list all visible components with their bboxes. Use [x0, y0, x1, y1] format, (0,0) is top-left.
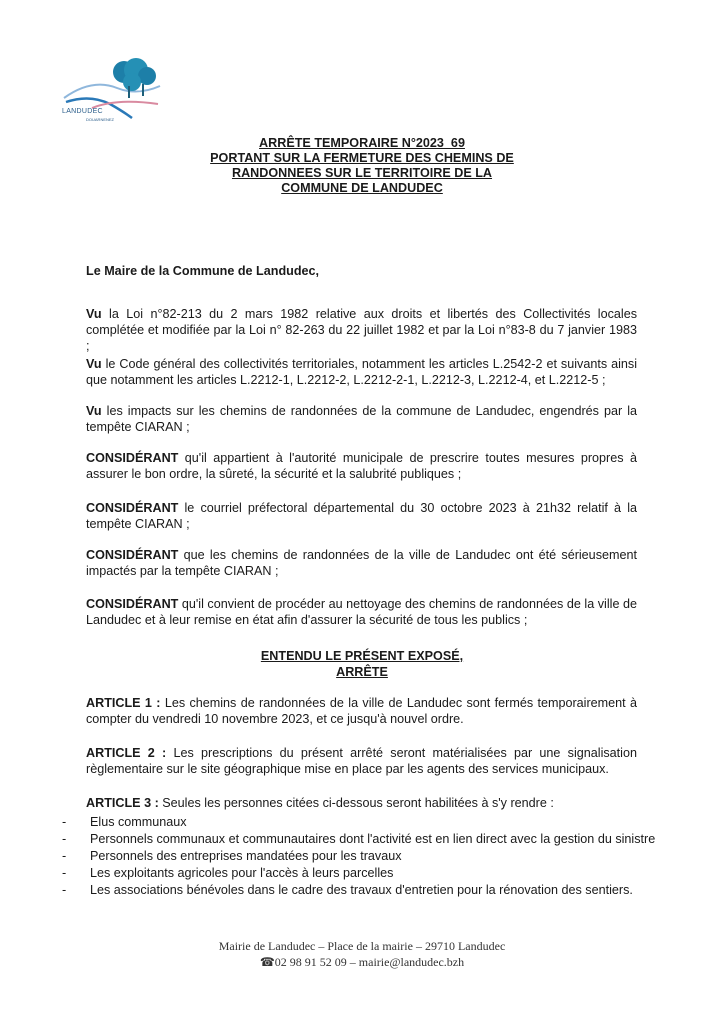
article-3: ARTICLE 3 : Seules les personnes citées ci-dessous seront habilitées à s'y rendre :	[86, 796, 554, 810]
document-title	[0, 136, 724, 196]
title-line: RANDONNEES SUR LE TERRITOIRE DE LA	[231, 166, 493, 180]
footer	[0, 938, 724, 970]
list-item: - Les exploitants agricoles pour l'accès à leurs parcelles	[62, 866, 394, 880]
title-line: PORTANT SUR LA FERMETURE DES CHEMINS DE	[210, 151, 514, 165]
article-1: ARTICLE 1 : Les chemins de randonnées de la ville de Landudec sont fermés temporairement à compter du vendredi 10 novembre 2023, et ce jusqu'à nouvel ordre.	[86, 696, 638, 726]
vu-paragraph: Vu le Code général des collectivités territoriales, notamment les articles L.2542-2 et suivants ainsi que notamment les articles L.2212-1, L.2212-2, L.2212-2-1, L.2212-3, L.2212-4, et L.2212-5 ;	[86, 357, 637, 387]
title-line: COMMUNE DE LANDUDEC	[281, 181, 443, 195]
title-line: ARRÊTE TEMPORAIRE N°2023_69	[259, 136, 465, 150]
logo-text: LANDUDEC	[62, 108, 103, 115]
footer-address: Mairie de Landudec – Place de la mairie – 29710 Landudec	[218, 939, 506, 953]
considerant-paragraph: CONSIDÉRANT qu'il appartient à l'autorité municipale de prescrire toutes mesures propres à assurer le bon ordre, la sûreté, la sécurité et la salubrité publiques ;	[86, 451, 637, 481]
authorized-persons-list	[62, 814, 662, 899]
intro-line: Le Maire de la Commune de Landudec,	[86, 264, 320, 278]
list-item: - Les associations bénévoles dans le cadre des travaux d'entretien pour la rénovation des sentiers.	[62, 883, 633, 897]
considerant-paragraph: CONSIDÉRANT que les chemins de randonnées de la ville de Landudec ont été sérieusement impactés par la tempête CIARAN ;	[86, 548, 637, 578]
vu-paragraph: Vu la Loi n°82-213 du 2 mars 1982 relative aux droits et libertés des Collectivités locales complétée et modifiée par la Loi n° 82-263 du 22 juillet 1982 et par la Loi n°83-8 du 7 janvier 1983 ;	[86, 307, 637, 353]
list-item: - Elus communaux	[62, 815, 187, 829]
entendu-heading: ENTENDU LE PRÉSENT EXPOSÉ,	[260, 649, 464, 663]
considerant-paragraph: CONSIDÉRANT qu'il convient de procéder au nettoyage des chemins de randonnées de la ville de Landudec et à leur remise en état afin d'assurer la sécurité de tous les publics ;	[86, 597, 637, 627]
arrete-heading: ARRÊTE	[336, 665, 388, 679]
considerant-paragraph: CONSIDÉRANT le courriel préfectoral départemental du 30 octobre 2023 à 21h32 relatif à la tempête CIARAN ;	[86, 501, 637, 531]
article-2: ARTICLE 2 : Les prescriptions du présent arrêté seront matérialisées par une signalisation règlementaire sur le site géographique mise en place par les agents des services municipaux.	[86, 746, 637, 776]
phone-icon: ☎	[259, 955, 275, 969]
vu-paragraph: Vu les impacts sur les chemins de randonnées de la commune de Landudec, engendrés par la tempête CIARAN ;	[86, 404, 637, 434]
list-item: - Personnels des entreprises mandatées pour les travaux	[62, 849, 402, 863]
footer-contact: ☎02 98 91 52 09 – mairie@landudec.bzh	[259, 955, 465, 969]
logo-subtext: DOUARNENEZ	[86, 117, 115, 122]
list-item: - Personnels communaux et communautaires dont l'activité est en lien direct avec la gestion du sinistre	[62, 832, 656, 846]
